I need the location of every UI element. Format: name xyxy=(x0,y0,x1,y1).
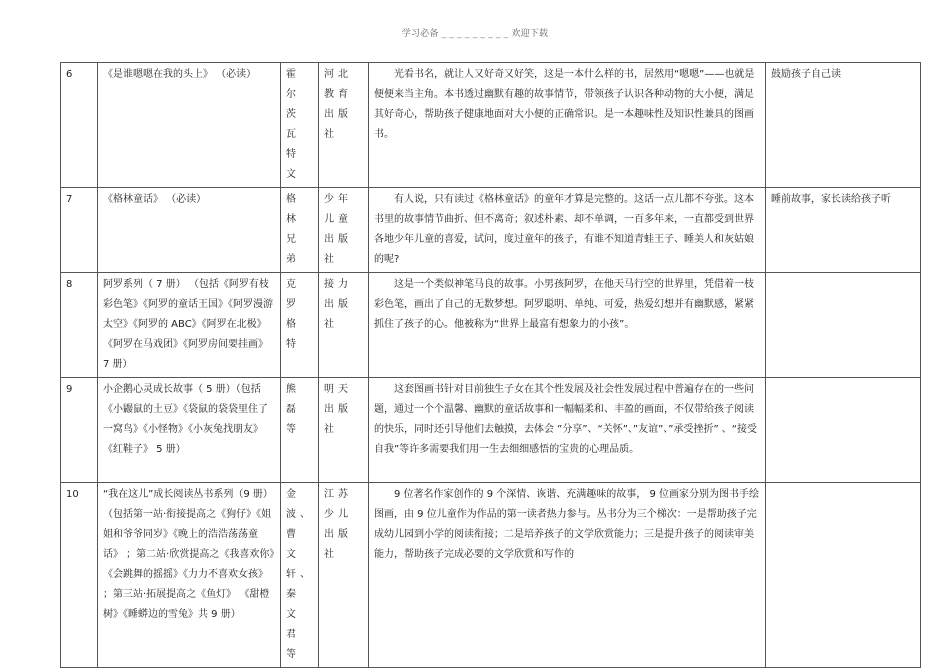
row-number: 8 xyxy=(61,273,98,378)
row-number: 7 xyxy=(61,188,98,273)
book-author: 霍尔茨瓦特文 xyxy=(281,63,319,188)
book-title: 《是谁嗯嗯在我的头上》 （必读） xyxy=(98,63,281,188)
book-list-table xyxy=(60,62,921,668)
reading-note xyxy=(766,273,921,378)
book-publisher: 明天出版社 xyxy=(319,378,369,483)
table-row xyxy=(61,378,921,483)
book-title: 《格林童话》 （必读） xyxy=(98,188,281,273)
book-description: 这套图画书针对目前独生子女在其个性发展及社会性发展过程中普遍存在的一些问题，通过一个个温馨、幽默的童话故事和一幅幅柔和、丰盈的画面，不仅带给孩子阅读的快乐，同时还引导他们去触摸，去体会 ”分享”、“关怀”、”友谊”、”承受挫折” 、“接受自我”等许多需要我们用一生去细细感悟的宝贵的心理品质。 xyxy=(369,378,766,483)
book-author: 克罗格特 xyxy=(281,273,319,378)
reading-note: 鼓励孩子自己读 xyxy=(766,63,921,188)
book-publisher: 少年儿童出版社 xyxy=(319,188,369,273)
book-description: 有人说，只有读过《格林童话》的童年才算是完整的。这话一点儿都不夸张。这本书里的故事情节曲折、但不离奇；叙述朴素、却不单调，一百多年来，一直都受到世界各地少年儿童的喜爱，试问，度过童年的孩子，有谁不知道青蛙王子、睡美人和灰姑娘的呢? xyxy=(369,188,766,273)
book-publisher: 河北教育出版社 xyxy=(319,63,369,188)
header-left-text: 学习必备 xyxy=(401,29,439,39)
header-right-text: 欢迎下载 xyxy=(511,29,549,39)
table-row xyxy=(61,63,921,188)
book-author: 熊磊等 xyxy=(281,378,319,483)
book-title: 阿罗系列（ 7 册） （包括《阿罗有枝彩色笔》《阿罗的童话王国》《阿罗漫游太空》《阿罗的 ABC》《阿罗在北极》《阿罗在马戏团》《阿罗房间要挂画》 7 册） xyxy=(98,273,281,378)
reading-note xyxy=(766,483,921,668)
row-number: 10 xyxy=(61,483,98,668)
book-publisher: 江苏少儿出版社 xyxy=(319,483,369,668)
row-number: 9 xyxy=(61,378,98,483)
header-separator: _ _ _ _ _ _ _ _ _ xyxy=(441,29,509,39)
table-row xyxy=(61,188,921,273)
book-description: 这是一个类似神笔马良的故事。小男孩阿罗，在他天马行空的世界里，凭借着一枝彩色笔，画出了自己的无数梦想。阿罗聪明、单纯、可爱，热爱幻想并有幽默感，紧紧抓住了孩子的心。他被称为“世界上最富有想象力的小孩”。 xyxy=(369,273,766,378)
row-number: 6 xyxy=(61,63,98,188)
table-row xyxy=(61,483,921,668)
book-description: 9 位著名作家创作的 9 个深情、诙谐、充满趣味的故事， 9 位画家分别为图书手绘图画，由 9 位儿童作为作品的第一读者热力参与。丛书分为三个梯次：一是帮助孩子完成幼儿园到小学的阅读衔接；二是培养孩子的文学欣赏能力；三是提升孩子的阅读审美能力，帮助孩子完成必要的文学欣赏和写作的 xyxy=(369,483,766,668)
reading-note: 睡前故事，家长读给孩子听 xyxy=(766,188,921,273)
book-title: 小企鹅心灵成长故事（ 5 册）（包括《小鼹鼠的土豆》《袋鼠的袋袋里住了一窝鸟》《小怪物》《小灰兔找朋友》《红鞋子》 5 册） xyxy=(98,378,281,483)
reading-note xyxy=(766,378,921,483)
book-title: “我在这儿”成长阅读丛书系列（9 册） （包括第一站·衔接提高之《狗仔》《姐姐和爷爷同岁》《晚上的浩浩荡荡童话》 ；第二站·欣赏提高之《我喜欢你》《会跳舞的摇摇》《力力不喜欢女孩》 ；第三站·拓展提高之《鱼灯》 《甜橙树》《睡蟒边的雪兔》共 9 册） xyxy=(98,483,281,668)
book-author: 金波、曹文轩、秦文君等 xyxy=(281,483,319,668)
table-row xyxy=(61,273,921,378)
book-description: 光看书名，就让人又好奇又好笑，这是一本什么样的书，居然用“嗯嗯”——也就是便便来当主角。本书透过幽默有趣的故事情节，带领孩子认识各种动物的大小便，满足其好奇心，帮助孩子健康地面对大小便的正确常识。是一本趣味性及知识性兼具的图画书。 xyxy=(369,63,766,188)
page-header xyxy=(0,26,950,39)
book-publisher: 接力出版社 xyxy=(319,273,369,378)
book-author: 格林兄弟 xyxy=(281,188,319,273)
